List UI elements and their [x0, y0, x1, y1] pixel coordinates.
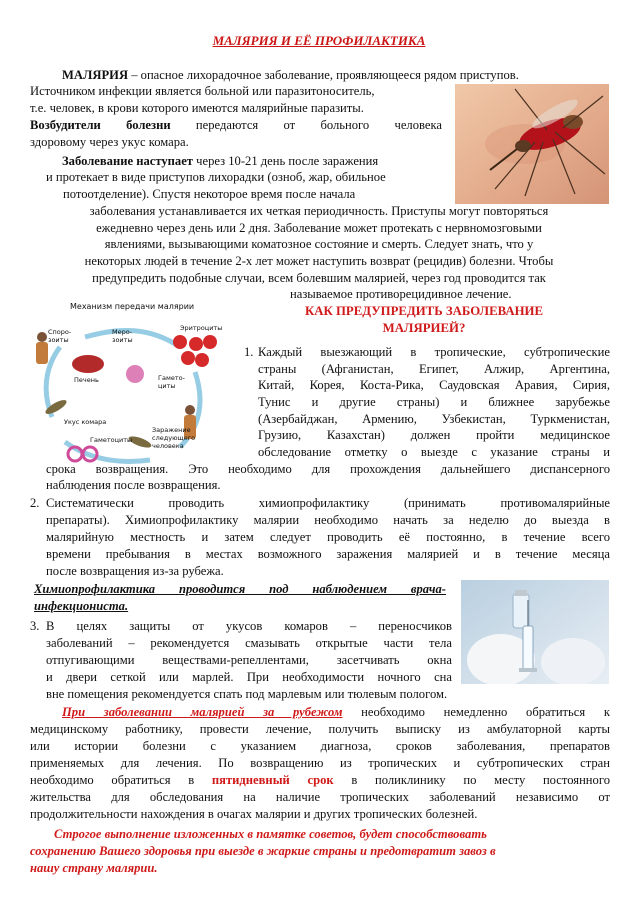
onset-line-8: предупредить подобные случаи, всем болевшим малярией, через год проводится так — [92, 271, 546, 285]
transmission-diagram — [30, 302, 240, 474]
item1-line-3: Китай, Корея, Коста-Рика, Саудовская Аравия, Сирия, — [258, 378, 610, 392]
item1-line-2: страны (Афганистан, Египет, Алжир, Аргентина, — [258, 362, 610, 376]
onset-line-1 — [62, 153, 378, 170]
onset-label: Заболевание наступает — [62, 154, 193, 168]
item2-line-1: Систематически проводить химиопрофилактику (принимать противомалярийные — [46, 496, 610, 510]
item2-line-5: после возвращения из-за рубежа. — [46, 564, 224, 578]
diagram-label: Эритроциты — [180, 324, 223, 332]
item1-line-5: (Азербайджан, Армению, Узбекистан, Туркменистан, — [258, 412, 610, 426]
onset-line-5: ежедневно через день или 2 дня. Заболевание может протекать с нервномозговыми — [96, 221, 542, 235]
list-number: 3. — [30, 619, 40, 633]
item2-line-2: препараты). Химиопрофилактику малярии необходимо начать за неделю до выезда в — [46, 513, 610, 527]
onset-line-4: заболевания устанавливается их четкая периодичность. Приступы могут повторяться — [89, 204, 549, 218]
item3-line-1: В целях защиты от укусов комаров – переносчиков — [46, 619, 452, 633]
page-title: МАЛЯРИЯ И ЕЁ ПРОФИЛАКТИКА — [212, 33, 426, 48]
abroad-line-6: жительства для обследования на наличие тропических заболеваний независимо от — [30, 790, 610, 804]
diagram-label: Гамето-циты — [158, 374, 185, 390]
item3-line-4: и двери сеткой или марлей. При необходимости ночного сна — [46, 670, 452, 684]
closing-line-1: Строгое выполнение изложенных в памятке советов, будет способствовать — [54, 827, 487, 841]
intro-line-3: т.е. человек, в крови которого имеются малярийные паразиты. — [30, 101, 364, 115]
intro-line-5: здоровому через укус комара. — [30, 135, 189, 149]
mosquito-photo — [455, 84, 609, 204]
abroad-text: необходимо немедленно обратиться к — [342, 705, 610, 719]
item1-cont-2: наблюдения после возвращения. — [46, 478, 221, 492]
onset-line-2: и протекает в виде приступов лихорадки (озноб, жар, обильное — [46, 170, 386, 184]
item1-line-1: Каждый выезжающий в тропические, субтропические — [258, 345, 610, 359]
diagram-label: Гаметоциты — [90, 436, 133, 444]
abroad-line-4: применяемых для лечения. По возвращению из тропических и субтропических стран — [30, 756, 610, 770]
diagram-label: Укус комара — [64, 418, 107, 426]
item3-line-2: заболеваний – рекомендуется смазывать открытые части тела — [46, 636, 452, 650]
chemo-note-line-2: инфекциониста. — [34, 599, 129, 613]
item2-line-3: малярийную местность и затем следует проводить её постоянно, в течение всего — [46, 530, 610, 544]
abroad-line-2: медицинскому работнику, провести лечение, получить выписку из амбулаторной карты — [30, 722, 610, 736]
abroad-line-1 — [30, 704, 610, 721]
closing-line-2: сохранению Вашего здоровья при выезде в жаркие страны и предотвратит завоз в — [30, 844, 496, 858]
abroad-text: необходимо обратиться в — [30, 773, 212, 787]
mosquito-icon — [455, 84, 609, 204]
item1-cont-1: срока возвращения. Это необходимо для прохождения дальнейшего диспансерного — [46, 462, 610, 476]
diagram-title: Механизм передачи малярии — [70, 302, 195, 311]
onset-line-7: некоторых людей в течение 2-х лет может наступить возврат (рецидив) болезни. Чтобы — [84, 254, 554, 268]
intro-text: – опасное лихорадочное заболевание, проявляющееся рядом приступов. — [128, 68, 519, 82]
item3-line-3: отпугивающими веществами-репеллентами, засетчивать окна — [46, 653, 452, 667]
abroad-line-7: продолжительности нахождения в очагах малярии и других тропических болезней. — [30, 807, 478, 821]
syringe-icon — [461, 580, 609, 684]
onset-line-6: явлениями, вызывающими коматозное состояние и смерть. Следует знать, что у — [104, 237, 534, 251]
onset-line-3: потоотделение). Спустя некоторое время после начала — [63, 187, 356, 201]
intro-line-2: Источником инфекции является больной или паразитоноситель, — [30, 84, 375, 98]
chemo-note-line-1: Химиопрофилактика проводится под наблюдением врача- — [34, 582, 446, 596]
diagram-label: Меро-зоиты — [112, 328, 133, 344]
list-number: 2. — [30, 496, 40, 510]
item1-line-7: обследование отметку о выезде с указание страны и — [258, 445, 610, 459]
closing-line-3: нашу страну малярии. — [30, 861, 158, 875]
item2-line-4: времени пребывания в местах возможного заражения малярией и в течение месяца — [46, 547, 610, 561]
item1-line-6: Грузию, Казахстан) должен пройти медицинское — [258, 428, 610, 442]
intro-text: передаются от больного человека — [170, 118, 442, 132]
diagram-label: Заражение следующего человека — [152, 426, 196, 450]
abroad-line-3: или истории болезни с указанием диагноза, сроков заболевания, препаратов — [30, 739, 610, 753]
five-day-term: пятидневный срок — [211, 773, 334, 787]
abroad-line-5 — [30, 772, 610, 789]
question-heading-line-1: КАК ПРЕДУПРЕДИТЬ ЗАБОЛЕВАНИЕ — [304, 304, 544, 318]
onset-line-9: называемое противорецидивное лечение. — [290, 287, 512, 301]
item3-line-5: вне помещения рекомендуется спать под марлевым или тюлевым пологом. — [46, 687, 448, 701]
diagram-label: Печень — [74, 376, 99, 384]
intro-line-4 — [30, 117, 442, 134]
intro-line-1 — [62, 67, 519, 84]
term-malaria: МАЛЯРИЯ — [62, 68, 129, 82]
list-number: 1. — [244, 345, 254, 359]
pathogens-label: Возбудители болезни — [30, 118, 171, 132]
item1-line-4: Тунис и другие страны) и ближнее зарубежье — [258, 395, 610, 409]
question-heading-line-2: МАЛЯРИЕЙ? — [382, 321, 466, 335]
abroad-text: в поликлинику по месту постоянного — [333, 773, 610, 787]
onset-text: через 10-21 день после заражения — [193, 154, 379, 168]
diagram-label: Споро-зоиты — [48, 328, 72, 344]
syringe-photo — [461, 580, 609, 684]
abroad-lead: При заболевании малярией за рубежом — [62, 705, 343, 719]
